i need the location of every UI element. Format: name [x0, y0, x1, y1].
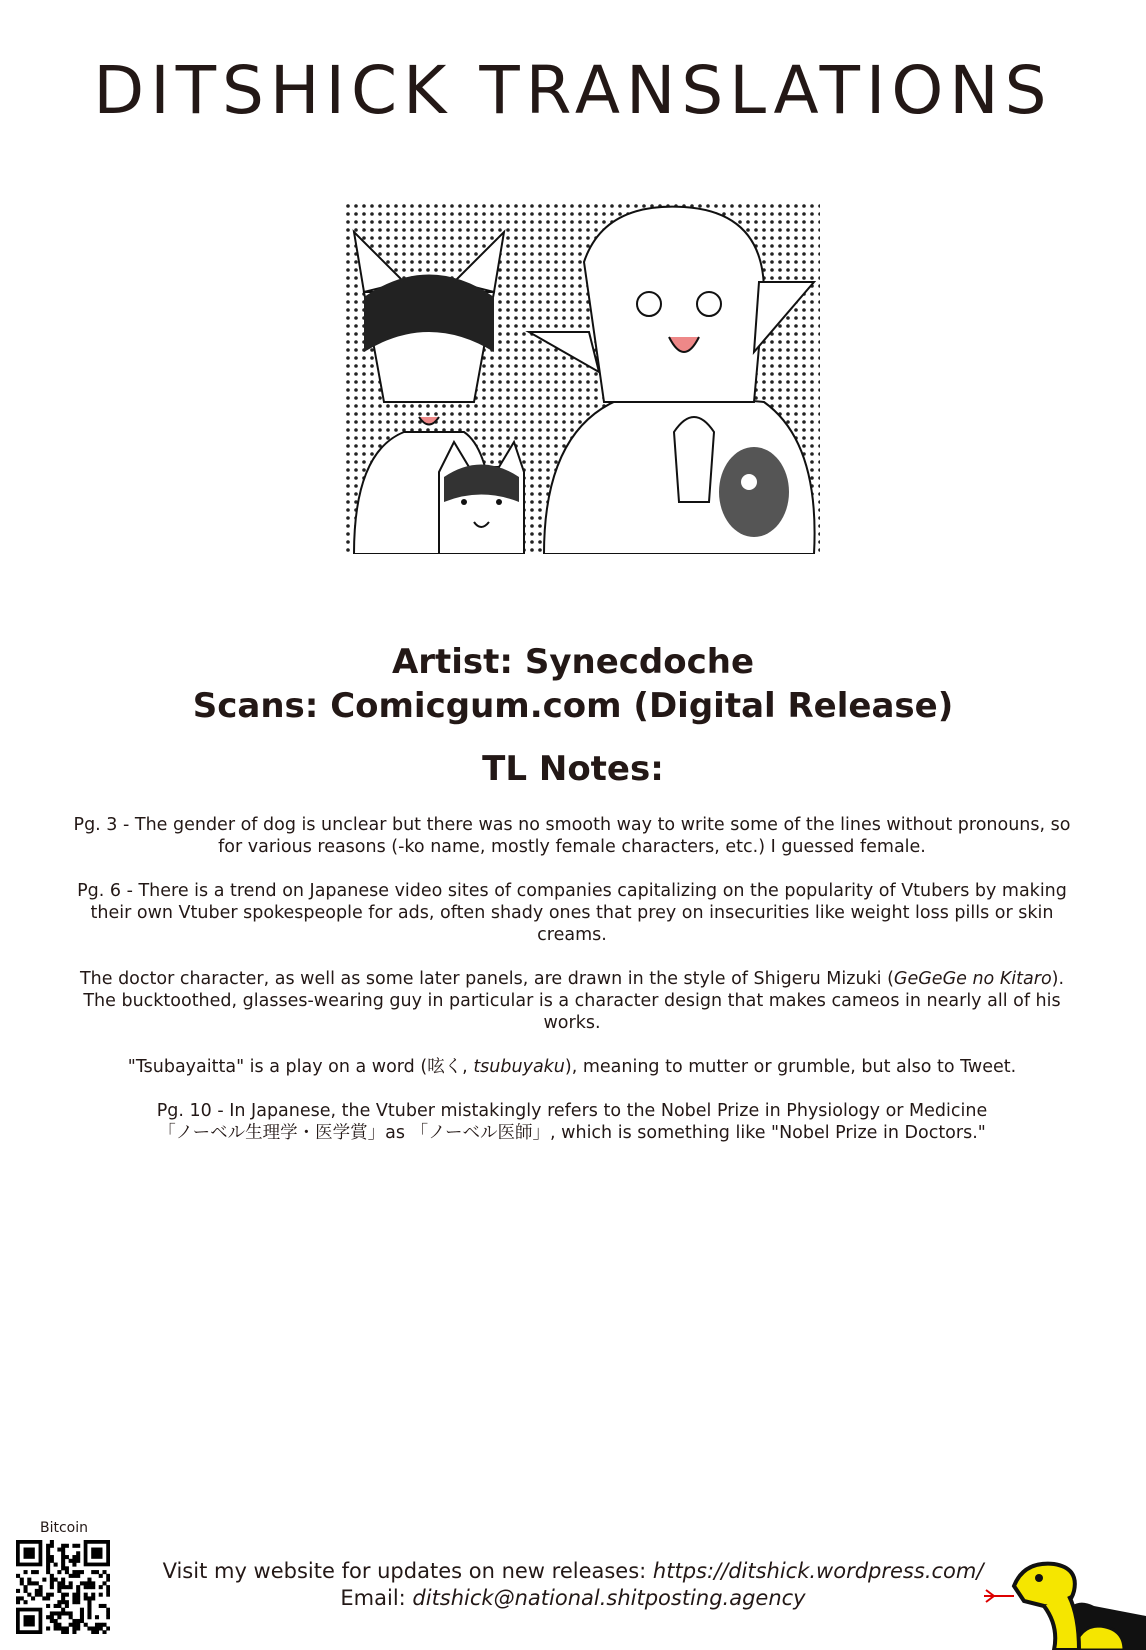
manga-illustration: [344, 202, 820, 554]
note-shigeru-mizuki: The doctor character, as well as some later panels, are drawn in the style of Shigeru Mizuki (GeGeGe no Kitaro). The bucktoothed, glasses-wearing guy in particular is a character design that makes cameos in nearly all of his works.: [79, 969, 1065, 1033]
email-line: Email: ditshick@national.shitposting.agency: [340, 1586, 806, 1610]
bitcoin-label: Bitcoin: [40, 1520, 89, 1536]
note-page-6: Pg. 6 - There is a trend on Japanese video sites of companies capitalizing on the popularity of Vtubers by making their own Vtuber spokespeople for ads, often shady ones that prey on insecurities like weight loss pills or skin creams.: [77, 881, 1067, 945]
website-link[interactable]: https://ditshick.wordpress.com/: [652, 1559, 984, 1583]
note-tsubayaitta: "Tsubayaitta" is a play on a word (呟く, tsubuyaku), meaning to mutter or grumble, but also to Tweet.: [127, 1057, 1017, 1077]
scans-credit: Scans: Comicgum.com (Digital Release): [192, 686, 954, 726]
credits-block: [0, 640, 1146, 728]
note-page-3: Pg. 3 - The gender of dog is unclear but there was no smooth way to write some of the lines without pronouns, so for various reasons (-ko name, mostly female characters, etc.) I guessed female.: [73, 815, 1071, 857]
artist-credit: Artist: Synecdoche: [391, 642, 755, 682]
website-line: Visit my website for updates on new releases: https://ditshick.wordpress.com/: [162, 1559, 984, 1583]
tl-notes-heading: TL Notes:: [482, 749, 664, 789]
email-link[interactable]: ditshick@national.shitposting.agency: [412, 1586, 806, 1610]
snake-mascot-logo: [984, 1556, 1146, 1650]
tl-notes: [72, 814, 1072, 1166]
note-page-10: Pg. 10 - In Japanese, the Vtuber mistakingly refers to the Nobel Prize in Physiology or Medicine 「ノーベル生理学・医学賞」as 「ノーベル医師」, which is something like "Nobel Prize in Doctors.": [156, 1101, 988, 1143]
footer: [0, 1558, 1146, 1612]
site-title: DITSHICK TRANSLATIONS: [93, 52, 1053, 129]
